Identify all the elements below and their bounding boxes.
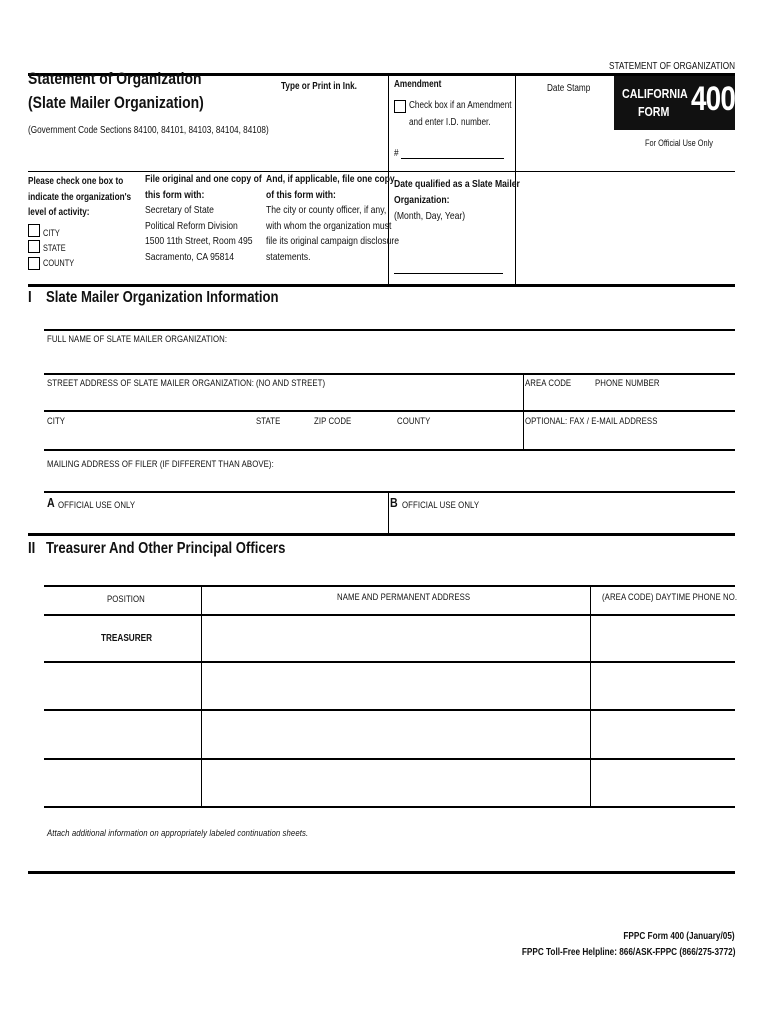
continuation-note: Attach additional information on appropriately labeled continuation sheets. [47,828,309,839]
id-number-field[interactable] [401,158,504,159]
section-2-title: Treasurer And Other Principal Officers [46,540,286,557]
also-text-4: statements. [266,250,311,263]
file-heading-1: File original and one copy of [145,173,262,185]
date-qualified-field[interactable] [394,273,503,274]
bottom-rule [28,871,735,874]
full-name-label: FULL NAME OF SLATE MAILER ORGANIZATION: [47,334,228,345]
mailing-address-label: MAILING ADDRESS OF FILER (IF DIFFERENT THAN ABOVE): [47,459,274,470]
officers-col-divider-2 [590,585,591,807]
state-label: STATE [256,416,281,427]
city-level-label: CITY [43,228,60,238]
section-1-number: I [28,289,32,306]
position-column-header: POSITION [107,594,145,605]
no-and-street-label: (NO AND STREET) [256,378,326,389]
level-instruction-1: Please check one box to [28,176,124,187]
official-use-b-letter: B [390,495,398,510]
amendment-checkbox[interactable] [394,100,406,113]
page-subtitle: (Slate Mailer Organization) [28,93,204,112]
street-rule [44,373,735,375]
area-code-label: AREA CODE [525,378,572,389]
official-use-a-letter: A [47,495,55,510]
official-use-a-label: OFFICIAL USE ONLY [58,500,136,511]
city-checkbox[interactable] [28,224,40,237]
california-label: CALIFORNIA [622,86,688,101]
official-use-only-label: For Official Use Only [645,138,713,148]
officers-row-rule-3 [44,758,735,760]
file-heading-2: this form with: [145,188,205,201]
page-title: Statement of Organization [28,69,202,88]
official-use-b-label: OFFICIAL USE ONLY [402,500,480,511]
also-heading-2: of this form with: [266,188,336,201]
name-address-column-header: NAME AND PERMANENT ADDRESS [337,592,471,603]
also-text-3: file its original campaign disclosure [266,235,400,247]
state-checkbox[interactable] [28,240,40,253]
phone-number-label: PHONE NUMBER [595,378,660,389]
county-checkbox[interactable] [28,257,40,270]
officers-table-bottom [44,806,735,808]
amendment-label: Amendment [394,79,442,90]
officers-row-rule-2 [44,709,735,711]
treasurer-label: TREASURER [101,633,153,644]
also-text-1: The city or county officer, if any, [266,204,387,216]
date-qualified-block [394,176,520,224]
form-number-box [614,76,735,130]
file-address-3: 1500 11th Street, Room 495 [145,235,253,247]
section-2-rule [28,533,735,536]
date-format: (Month, Day, Year) [394,210,466,222]
also-file-block [266,172,399,265]
form-number: 400 [691,80,736,118]
form-identifier: FPPC Form 400 (January/05) [623,931,735,942]
mailing-rule [44,449,735,451]
also-text-2: with whom the organization must [266,219,392,232]
date-stamp-label: Date Stamp [547,83,591,94]
amendment-instruction-1: Check box if an Amendment [409,100,512,111]
phone-column-header: (AREA CODE) DAYTIME PHONE NO. [602,592,738,603]
helpline: FPPC Toll-Free Helpline: 866/ASK-FPPC (866/275-3772) [521,947,735,958]
section-1-title: Slate Mailer Organization Information [46,289,279,306]
gov-code-sections: (Government Code Sections 84100, 84101, 84103, 84104, 84108) [28,125,269,136]
date-qualified-1: Date qualified as a Slate Mailer [394,178,520,190]
state-level-label: STATE [43,243,66,253]
section-2-number: II [28,540,36,557]
type-print-note: Type or Print in Ink. [281,81,357,92]
section-1-rule [28,284,735,287]
area-code-divider [523,373,524,410]
level-instruction [28,174,131,221]
amendment-instruction-2: and enter I.D. number. [409,117,491,128]
file-address-4: Sacramento, CA 95814 [145,250,235,263]
also-heading-1: And, if applicable, file one copy [266,173,395,185]
form-name-top: STATEMENT OF ORGANIZATION [609,61,736,72]
level-instruction-3: level of activity: [28,207,90,218]
county-level-label: COUNTY [43,258,75,268]
full-name-rule [44,329,735,331]
city-rule [44,410,735,412]
level-instruction-2: indicate the organization's [28,191,132,203]
optional-divider [523,410,524,449]
street-address-label: STREET ADDRESS OF SLATE MAILER ORGANIZATION: [47,378,255,389]
file-address-1: Secretary of State [145,204,214,216]
officers-header-rule [44,614,735,616]
officers-col-divider-1 [201,585,202,807]
date-qualified-2: Organization: [394,194,450,206]
official-use-rule [44,491,735,493]
city-label: CITY [47,416,66,427]
official-use-divider [388,491,389,535]
officers-row-rule-1 [44,661,735,663]
form-label: FORM [638,104,670,119]
file-address-2: Political Reform Division [145,219,238,232]
file-with-block [145,172,262,265]
county-label: COUNTY [397,416,431,427]
id-number-hash: # [394,148,399,159]
zip-code-label: ZIP CODE [314,416,352,427]
officers-table-top [44,585,735,587]
optional-fax-email-label: OPTIONAL: FAX / E-MAIL ADDRESS [525,416,658,427]
